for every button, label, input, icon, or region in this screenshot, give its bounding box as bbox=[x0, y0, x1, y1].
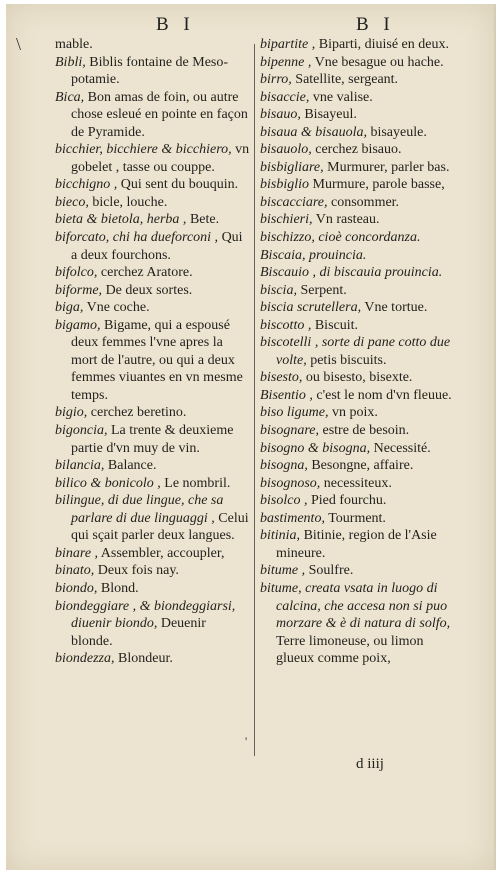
entry: bisbiglio Murmure, parole basse, bbox=[260, 177, 445, 193]
entry: Biscaia, prouincia. bbox=[260, 247, 367, 263]
entry: biso ligume, vn poix. bbox=[260, 405, 378, 421]
entry: bigamo, Bigame, qui a espousé deux femmes l'vne apres la mort de l'autre, ou qui a deux femmes viuantes en vn mesme temps. bbox=[55, 317, 243, 403]
entry: bigoncia, La trente & deuxieme partie d'vn muy de vin. bbox=[55, 423, 234, 456]
entry: biondezza, Blondeur. bbox=[55, 651, 173, 667]
book-page bbox=[6, 4, 496, 870]
entry: bastimento, Tourment. bbox=[260, 510, 386, 526]
entry: bilingue, di due lingue, che sa parlare di due linguaggi , Celui qui sçait parler deux langues. bbox=[55, 493, 249, 544]
entry: biondeggiare , & biondeggiarsi, diuenir biondo, Deuenir blonde. bbox=[55, 598, 236, 649]
entry: bilancia, Balance. bbox=[55, 458, 157, 474]
entry: Bibli, Biblis fontaine de Meso-potamie. bbox=[55, 54, 229, 88]
entry: bigio, cerchez beretino. bbox=[55, 405, 187, 421]
column-divider bbox=[254, 44, 255, 756]
entry: bisolco , Pied fourchu. bbox=[260, 493, 387, 509]
entry: bisogna, Besongne, affaire. bbox=[260, 458, 414, 474]
entry: bischieri, Vn rasteau. bbox=[260, 212, 380, 228]
entry: biscacciare, consommer. bbox=[260, 194, 400, 210]
corner-ornament: \ bbox=[16, 34, 22, 54]
entry: birro, Satellite, sergeant. bbox=[260, 72, 399, 88]
entry: bieta & bietola, herba , Bete. bbox=[55, 212, 220, 228]
entry: bisbigliare, Murmurer, parler bas. bbox=[260, 159, 450, 175]
margin-mark: ' bbox=[245, 734, 248, 748]
entry: bisauolo, cerchez bisauo. bbox=[260, 142, 402, 158]
entry: bitume , Soulfre. bbox=[260, 563, 354, 579]
entry: Bisentio , c'est le nom d'vn fleuue. bbox=[260, 387, 452, 403]
entry: bipartite , Biparti, diuisé en deux. bbox=[260, 37, 449, 52]
entry: biforme, De deux sortes. bbox=[55, 282, 193, 298]
entry: bitume, creata vsata in luogo di calcina, che accesa non si puo morzare & è di natura di solfo, Terre limoneuse, ou limon glueux comme poix, bbox=[260, 580, 451, 667]
catchword: d iiij bbox=[356, 756, 384, 772]
entry: mable. bbox=[55, 37, 93, 52]
right-column bbox=[260, 36, 460, 668]
entry: biforcato, chi ha dueforconi , Qui a deux fourchons. bbox=[55, 230, 243, 263]
entry: bisesto, ou bisesto, bisexte. bbox=[260, 370, 413, 386]
entry: bifolco, cerchez Aratore. bbox=[55, 265, 193, 281]
entry: bipenne , Vne besague ou hache. bbox=[260, 54, 444, 70]
entry: bicchier, bicchiere & bicchiero, vn gobelet , tasse ou couppe. bbox=[55, 142, 250, 175]
entry: bilico & bonicolo , Le nombril. bbox=[55, 475, 231, 491]
entry: biscotelli , sorte di pane cotto due volte, petis biscuits. bbox=[260, 335, 451, 368]
entry: biscotto , Biscuit. bbox=[260, 317, 359, 333]
left-column bbox=[55, 36, 250, 668]
entry: Biscauio , di biscauia prouincia. bbox=[260, 265, 443, 281]
entry: biscia scrutellera, Vne tortue. bbox=[260, 300, 428, 316]
entry: bicchigno , Qui sent du bouquin. bbox=[55, 177, 239, 193]
entry: binato, Deux fois nay. bbox=[55, 563, 179, 579]
entry: Bica, Bon amas de foin, ou autre chose esleué en pointe en façon de Pyramide. bbox=[55, 89, 248, 140]
entry: bisauo, Bisayeul. bbox=[260, 107, 357, 123]
entry: biga, Vne coche. bbox=[55, 300, 150, 316]
entry: bisaua & bisauola, bisayeule. bbox=[260, 124, 427, 140]
entry: bitinia, Bitinie, region de l'Asie mineure. bbox=[260, 528, 437, 561]
entry: bisaccie, vne valise. bbox=[260, 89, 373, 105]
entry: bieco, bicle, louche. bbox=[55, 194, 168, 210]
running-head-left: B I bbox=[156, 14, 195, 35]
entry: biondo, Blond. bbox=[55, 580, 139, 596]
entry: bisognoso, necessiteux. bbox=[260, 475, 392, 491]
entry: biscia, Serpent. bbox=[260, 282, 347, 298]
entry: binare , Assembler, accoupler, bbox=[55, 545, 225, 561]
entry: bisogno & bisogna, Necessité. bbox=[260, 440, 431, 456]
entry: bisognare, estre de besoin. bbox=[260, 423, 410, 439]
running-head-right: B I bbox=[356, 14, 395, 35]
entry: bischizzo, cioè concordanza. bbox=[260, 230, 421, 246]
